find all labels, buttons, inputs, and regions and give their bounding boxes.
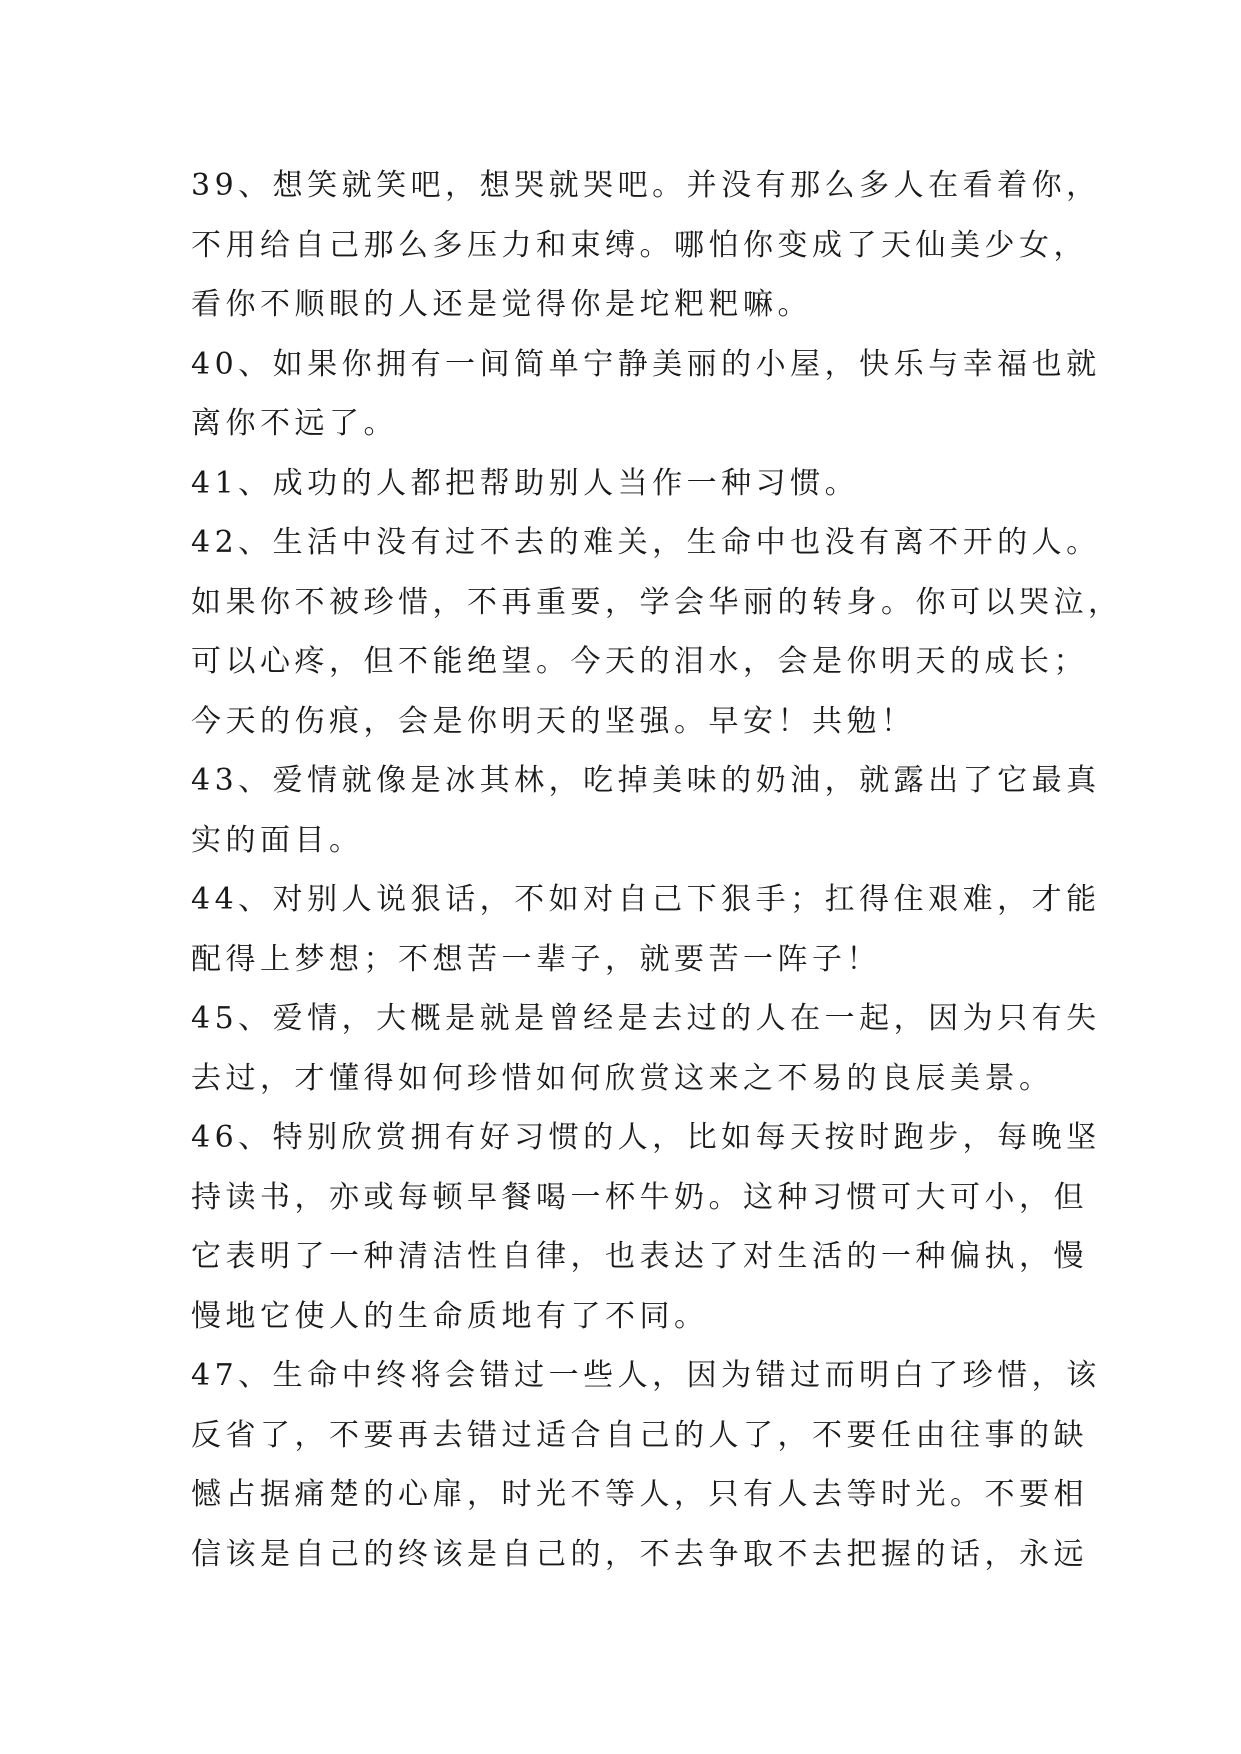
text-line: 去过，才懂得如何珍惜如何欣赏这来之不易的良辰美景。 [191, 1060, 1054, 1096]
document-body [191, 156, 1123, 1584]
text-line: 39、想笑就笑吧，想哭就哭吧。并没有那么多人在看着你， [191, 168, 1101, 203]
text-line: 如果你不被珍惜，不再重要，学会华丽的转身。你可以哭泣， [191, 584, 1123, 620]
text-line: 43、爱情就像是冰其林，吃掉美味的奶油，就露出了它最真 [191, 763, 1101, 798]
text-line: 46、特别欣赏拥有好习惯的人，比如每天按时跑步，每晚坚 [191, 1120, 1101, 1155]
text-line: 47、生命中终将会错过一些人，因为错过而明白了珍惜，该 [191, 1358, 1101, 1393]
text-line: 42、生活中没有过不去的难关，生命中也没有离不开的人。 [191, 525, 1101, 560]
text-line: 慢地它使人的生命质地有了不同。 [191, 1298, 709, 1334]
text-line: 反省了，不要再去错过适合自己的人了，不要任由往事的缺 [191, 1417, 1088, 1453]
text-line: 信该是自己的终该是自己的，不去争取不去把握的话，永远 [191, 1536, 1088, 1572]
text-line: 持读书，亦或每顿早餐喝一杯牛奶。这种习惯可大可小，但 [191, 1179, 1088, 1215]
text-line: 45、爱情，大概是就是曾经是去过的人在一起，因为只有失 [191, 1001, 1101, 1036]
text-line: 实的面目。 [191, 822, 364, 858]
text-line: 今天的伤痕，会是你明天的坚强。早安！共勉！ [191, 703, 916, 739]
text-line: 配得上梦想；不想苦一辈子，就要苦一阵子！ [191, 941, 881, 977]
text-line: 不用给自己那么多压力和束缚。哪怕你变成了天仙美少女， [191, 227, 1088, 263]
text-line: 它表明了一种清洁性自律，也表达了对生活的一种偏执，慢 [191, 1239, 1088, 1274]
text-line: 44、对别人说狠话，不如对自己下狠手；扛得住艰难，才能 [191, 882, 1101, 917]
text-line: 40、如果你拥有一间简单宁静美丽的小屋，快乐与幸福也就 [191, 346, 1101, 382]
text-line: 看你不顺眼的人还是觉得你是坨粑粑嘛。 [191, 287, 812, 322]
text-line: 憾占据痛楚的心扉，时光不等人，只有人去等时光。不要相 [191, 1477, 1088, 1512]
text-line: 可以心疼，但不能绝望。今天的泪水，会是你明天的成长； [191, 644, 1088, 679]
text-line: 离你不远了。 [191, 406, 398, 441]
text-line: 41、成功的人都把帮助别人当作一种习惯。 [191, 465, 860, 501]
